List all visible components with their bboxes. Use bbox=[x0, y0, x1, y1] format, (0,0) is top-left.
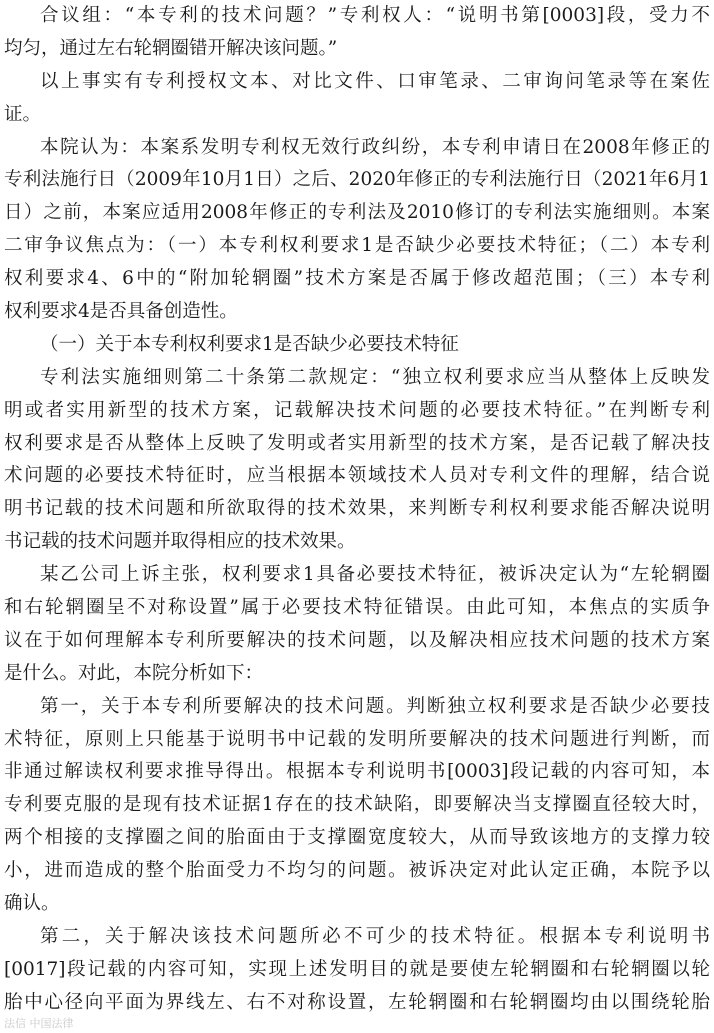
text-line: 第二，关于解决该技术问题所必不可少的技术特征。根据本专利说明书 bbox=[40, 925, 710, 947]
document-page bbox=[4, 0, 710, 1020]
text-line: 确认。 bbox=[4, 893, 60, 915]
text-line: 第一，关于本专利所要解决的技术问题。判断独立权利要求是否缺少必要技 bbox=[40, 695, 710, 717]
text-line: 均匀，通过左右轮辋圈错开解决该问题。” bbox=[4, 37, 338, 59]
text-line: 权利要求是否从整体上反映了发明或者实用新型的技术方案，是否记载了解决技 bbox=[4, 432, 710, 454]
text-line: 议在于如何理解本专利所要解决的技术问题，以及解决相应技术问题的技术方案 bbox=[4, 629, 710, 651]
watermark: 法信 中国法律 bbox=[4, 1017, 74, 1030]
text-line: 本院认为：本案系发明专利权无效行政纠纷，本专利申请日在2008年修正的 bbox=[40, 136, 710, 158]
text-line: 明或者实用新型的技术方案，记载解决技术问题的必要技术特征。”在判断专利 bbox=[4, 399, 710, 421]
text-line: 某乙公司上诉主张，权利要求1具备必要技术特征，被诉决定认为“左轮辋圈 bbox=[40, 564, 710, 586]
text-line: 专利法施行日（2009年10月1日）之后、2020年修正的专利法施行日（2021年6月1 bbox=[4, 169, 710, 191]
text-line: 专利要克服的是现有技术证据1存在的技术缺陷，即要解决当支撑圈直径较大时， bbox=[4, 794, 710, 816]
text-line: 小，进而造成的整个胎面受力不均匀的问题。被诉决定对此认定正确，本院予以 bbox=[4, 860, 710, 882]
text-line: [0017]段记载的内容可知，实现上述发明目的就是要使左轮辋圈和右轮辋圈以轮 bbox=[4, 958, 710, 980]
text-line: 权利要求4、6中的“附加轮辋圈”技术方案是否属于修改超范围；（三）本专利 bbox=[4, 268, 710, 290]
text-line: 书记载的技术问题并取得相应的技术效果。 bbox=[4, 531, 356, 553]
text-line: 术问题的必要技术特征时，应当根据本领域技术人员对专利文件的理解，结合说 bbox=[4, 465, 710, 487]
text-line: 明书记载的技术问题和所欲取得的技术效果，来判断专利权利要求能否解决说明 bbox=[4, 498, 710, 520]
text-line: 专利法实施细则第二十条第二款规定：“独立权利要求应当从整体上反映发 bbox=[40, 366, 710, 388]
text-line: 日）之前，本案应适用2008年修正的专利法及2010修订的专利法实施细则。本案 bbox=[4, 202, 710, 224]
text-line: 术特征，原则上只能基于说明书中记载的发明所要解决的技术问题进行判断，而 bbox=[4, 728, 710, 750]
text-line: 证。 bbox=[4, 103, 42, 125]
text-line: 和右轮辋圈呈不对称设置”属于必要技术特征错误。由此可知，本焦点的实质争 bbox=[4, 597, 710, 619]
text-line: 是什么。对此，本院分析如下： bbox=[4, 662, 264, 684]
text-line: 胎中心径向平面为界线左、右不对称设置，左轮辋圈和右轮辋圈均由以围绕轮胎 bbox=[4, 991, 710, 1013]
text-line: 合议组：“本专利的技术问题？”专利权人：“说明书第[0003]段，受力不 bbox=[40, 5, 710, 26]
text-line: 两个相接的支撑圈之间的胎面由于支撑圈宽度较大，从而导致该地方的支撑力较 bbox=[4, 827, 710, 849]
text-line: 以上事实有专利授权文本、对比文件、口审笔录、二审询问笔录等在案佐 bbox=[40, 70, 710, 92]
text-line: 权利要求4是否具备创造性。 bbox=[4, 301, 238, 323]
text-line: 非通过解读权利要求推导得出。根据本专利说明书[0003]段记载的内容可知，本 bbox=[4, 761, 710, 783]
text-line: （一）关于本专利权利要求1是否缺少必要技术特征 bbox=[40, 333, 459, 355]
text-line: 二审争议焦点为：（一）本专利权利要求1是否缺少必要技术特征；（二）本专利 bbox=[4, 235, 710, 257]
